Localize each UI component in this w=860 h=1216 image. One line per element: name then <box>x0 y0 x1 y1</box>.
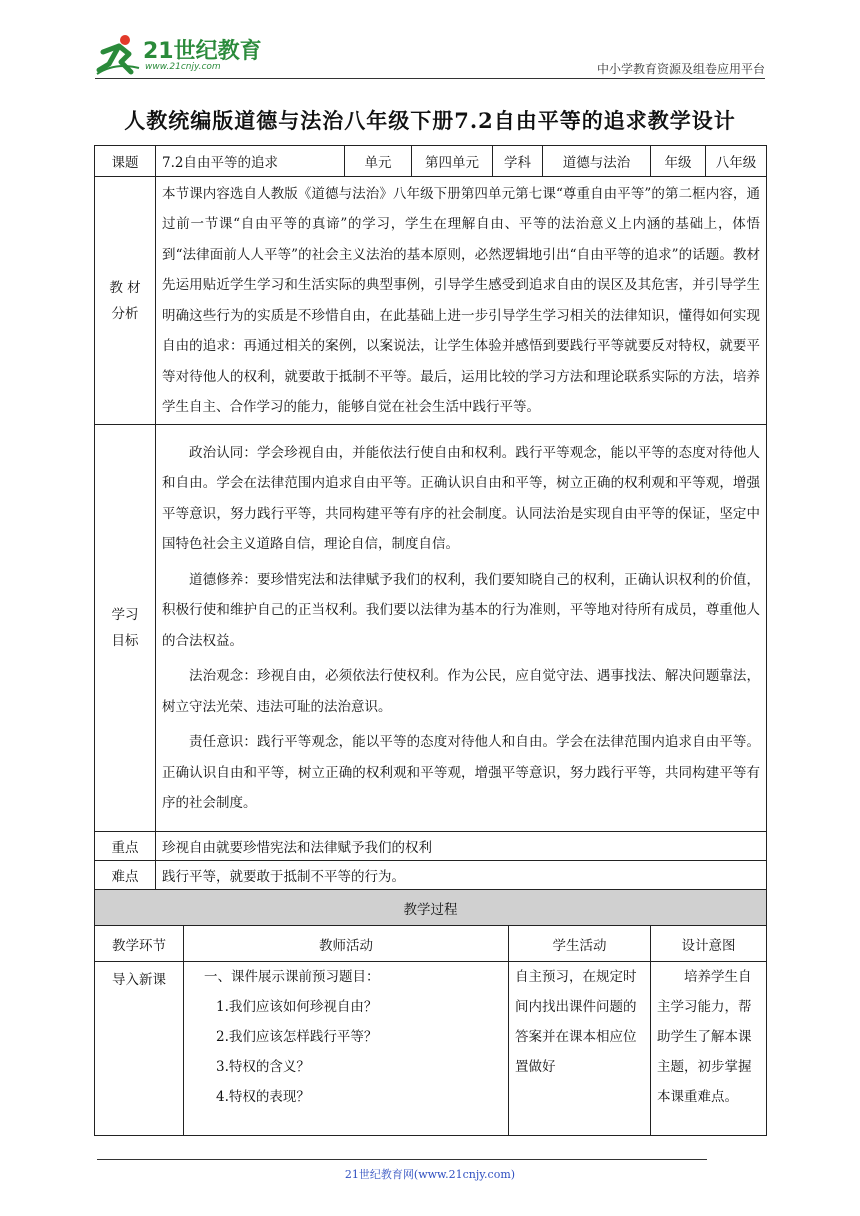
topic-value: 7.2自由平等的追求 <box>156 146 345 177</box>
lesson-plan-table <box>94 145 767 1136</box>
unit-label: 单元 <box>345 146 412 177</box>
process-heading-row <box>95 890 767 926</box>
page-header <box>95 30 765 82</box>
subject-label: 学科 <box>493 146 543 177</box>
column-teacher: 教师活动 <box>184 926 509 962</box>
grade-label: 年级 <box>651 146 706 177</box>
platform-name: 中小学教育资源及组卷应用平台 <box>596 62 765 76</box>
key-point-row <box>95 832 767 861</box>
teacher-line-4: 3.特权的含义？ <box>216 1059 310 1075</box>
objective-legal: 法治观念：珍视自由，必须依法行使权利。作为公民，应自觉守法、遇事找法、解决问题靠法，树立守法光荣、违法可耻的法治意识。 <box>162 668 761 715</box>
teacher-line-1: 一、课件展示课前预习题目： <box>204 969 380 985</box>
header-divider <box>95 78 765 79</box>
teacher-cell <box>184 962 509 1136</box>
objectives-row <box>95 425 767 832</box>
difficulty-text: 践行平等，就要敢于抵制不平等的行为。 <box>156 861 767 890</box>
material-label: 教 材 分析 <box>95 177 156 425</box>
student-cell: 自主预习，在规定时间内找出课件问题的答案并在课本相应位置做好 <box>509 962 651 1136</box>
objective-political: 政治认同：学会珍视自由，并能依法行使自由和权利。践行平等观念，能以平等的态度对待他人和自由。学会在法律范围内追求自由平等。正确认识自由和平等，树立正确的权利观和平等观，增强平等意识，努力践行平等，共同构建平等有序的社会制度。认同法治是实现自由平等的保证，坚定中国特色社会主义道路自信，理论自信，制度自信。 <box>162 444 761 552</box>
teacher-line-3: 2.我们应该怎样践行平等？ <box>216 1029 378 1045</box>
teacher-line-2: 1.我们应该如何珍视自由？ <box>216 999 378 1015</box>
difficulty-row <box>95 861 767 890</box>
teacher-line-5: 4.特权的表现？ <box>216 1089 310 1105</box>
material-text: 本节课内容选自人教版《道德与法治》八年级下册第四单元第七课“尊重自由平等”的第二框内容，通过前一节课“自由平等的真谛”的学习，学生在理解自由、平等的法治意义上内涵的基础上，体悟到“法律面前人人平等”的社会主义法治的基本原则，必然逻辑地引出“自由平等的追求”的话题。教材先运用贴近学生学习和生活实际的典型事例，引导学生感受到追求自由的误区及其危害，并引导学生明确这些行为的实质是不珍惜自由，在此基础上进一步引导学生学习相关的法律知识，懂得如何实现自由的追求：再通过相关的案例，以案说法，让学生体验并感悟到要践行平等就要反对特权，就要平等对待他人的权利，就要敢于抵制不平等。最后，运用比较的学习方法和理论联系实际的方法，培养学生自主、合作学习的能力，能够自觉在社会生活中践行平等。 <box>156 177 767 425</box>
runner-logo-icon <box>95 32 143 76</box>
footer-divider <box>97 1159 707 1160</box>
column-intent: 设计意图 <box>651 926 767 962</box>
objectives-content <box>156 425 767 832</box>
key-point-text: 珍视自由就要珍惜宪法和法律赋予我们的权利 <box>156 832 767 861</box>
process-heading: 教学过程 <box>95 890 767 926</box>
difficulty-label: 难点 <box>95 861 156 890</box>
key-point-label: 重点 <box>95 832 156 861</box>
topic-label: 课题 <box>95 146 156 177</box>
logo <box>95 32 265 80</box>
logo-url: www.21cnjy.com <box>145 62 221 72</box>
column-student: 学生活动 <box>509 926 651 962</box>
logo-text: 21世纪教育 <box>143 39 262 64</box>
objective-moral: 道德修养：要珍惜宪法和法律赋予我们的权利，我们要知晓自己的权利，正确认识权利的价值，积极行使和维护自己的正当权利。我们要以法律为基本的行为准则，平等地对待所有成员，尊重他人的合法权益。 <box>162 571 761 649</box>
objective-responsibility: 责任意识：践行平等观念，能以平等的态度对待他人和自由。学会在法律范围内追求自由平等。正确认识自由和平等，树立正确的权利观和平等观，增强平等意识，努力践行平等，共同构建平等有序的社会制度。 <box>162 734 761 811</box>
info-row <box>95 146 767 177</box>
document-title: 人教统编版道德与法治八年级下册7.2自由平等的追求教学设计 <box>124 108 736 133</box>
objectives-label: 学习 目标 <box>95 425 156 832</box>
stage-cell: 导入新课 <box>95 962 184 1136</box>
unit-value: 第四单元 <box>412 146 493 177</box>
subject-value: 道德与法治 <box>543 146 651 177</box>
column-stage: 教学环节 <box>95 926 184 962</box>
grade-value: 八年级 <box>706 146 767 177</box>
material-row <box>95 177 767 425</box>
footer-text: 21世纪教育网(www.21cnjy.com) <box>344 1168 516 1181</box>
intent-cell: 培养学生自主学习能力，帮助学生了解本课主题，初步掌握本课重难点。 <box>651 962 767 1136</box>
process-columns-row <box>95 926 767 962</box>
process-row-intro <box>95 962 767 1136</box>
